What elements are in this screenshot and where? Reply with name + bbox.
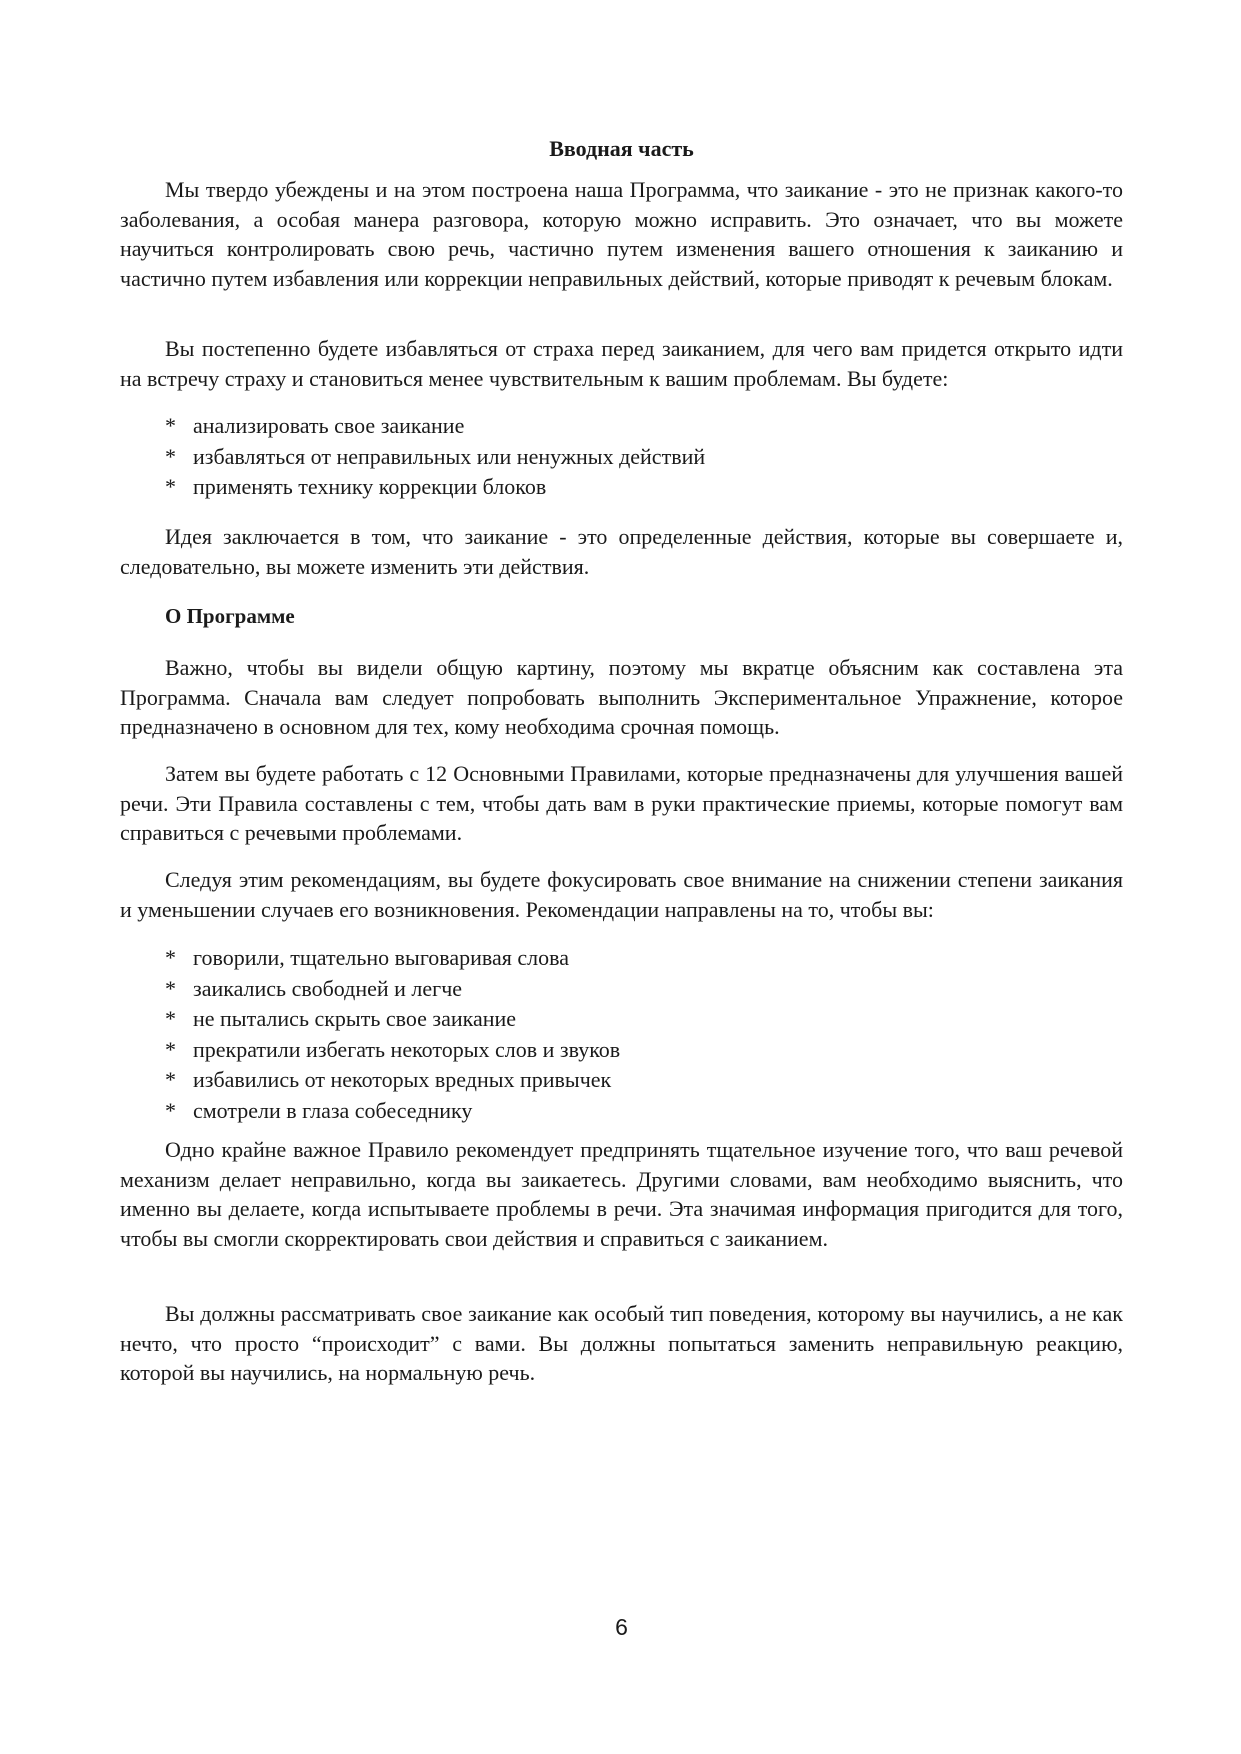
asterisk-bullet: *	[165, 945, 176, 970]
page-number: 6	[615, 1614, 628, 1640]
list-item	[165, 1065, 620, 1096]
list-item-text: заикались свободней и легче	[193, 975, 463, 1001]
recommendations-list	[165, 943, 620, 1126]
list-item-text: прекратили избегать некоторых слов и звуков	[193, 1036, 621, 1062]
asterisk-bullet: *	[165, 1067, 176, 1092]
recommendations-paragraph: Следуя этим рекомендациям, вы будете фокусировать свое внимание на снижении степени заикания и уменьшении случаев его возникновения. Рекомендации направлены на то, чтобы вы:	[120, 867, 1123, 922]
list-item	[165, 943, 620, 974]
asterisk-bullet: *	[165, 975, 176, 1001]
idea-paragraph: Идея заключается в том, что заикание - это определенные действия, которые вы совершаете и, следовательно, вы можете изменить эти действия.	[120, 524, 1123, 579]
overview-paragraph: Важно, чтобы вы видели общую картину, поэтому мы вкратце объясним как составлена эта Программа. Сначала вам следует попробовать выполнить Экспериментальное Упражнение, которое предназначено в основном для тех, кому необходима срочная помощь.	[120, 655, 1123, 739]
list-item	[165, 1096, 620, 1127]
page-title: Вводная часть	[549, 136, 694, 161]
list-item-text: анализировать свое заикание	[193, 413, 465, 438]
intro-paragraph: Мы твердо убеждены и на этом построена наша Программа, что заикание - это не признак какого-то заболевания, а особая манера разговора, которую можно исправить. Это означает, что вы можете научиться контролировать свою речь, частично путем изменения вашего отношения к заиканию и частично путем избавления или коррекции неправильных действий, которые приводят к речевым блокам.	[120, 177, 1123, 291]
fear-paragraph: Вы постепенно будете избавляться от страха перед заиканием, для чего вам придется открыто идти на встречу страху и становиться менее чувствительным к вашим проблемам. Вы будете:	[120, 336, 1123, 391]
rules-paragraph: Затем вы будете работать с 12 Основными Правилами, которые предназначены для улучшения вашей речи. Эти Правила составлены с тем, чтобы дать вам в руки практические приемы, которые помогут вам справиться с речевыми проблемами.	[120, 761, 1123, 845]
list-item	[165, 974, 620, 1005]
asterisk-bullet: *	[165, 1036, 176, 1062]
document-page	[120, 0, 1123, 1754]
list-item	[165, 411, 705, 442]
asterisk-bullet: *	[165, 1097, 176, 1123]
list-item	[165, 472, 705, 503]
section-subheading: О Программе	[165, 604, 295, 628]
list-item	[165, 1004, 620, 1035]
list-item	[165, 442, 705, 473]
list-item-text: не пытались скрыть свое заикание	[193, 1006, 517, 1031]
list-item-text: смотрели в глаза собеседнику	[193, 1097, 473, 1123]
important-rule-paragraph: Одно крайне важное Правило рекомендует предпринять тщательное изучение того, что ваш речевой механизм делает неправильно, когда вы заикаетесь. Другими словами, вам необходимо выяснить, что именно вы делаете, когда испытываете проблемы в речи. Эта значимая информация пригодится для того, чтобы вы смогли скорректировать свои действия и справиться с заиканием.	[120, 1137, 1123, 1251]
asterisk-bullet: *	[165, 443, 176, 469]
asterisk-bullet: *	[165, 1006, 176, 1031]
list-item-text: избавились от некоторых вредных привычек	[193, 1067, 612, 1092]
list-item-text: говорили, тщательно выговаривая слова	[193, 945, 570, 970]
behavior-paragraph: Вы должны рассматривать свое заикание как особый тип поведения, которому вы научились, а не как нечто, что просто “происходит” с вами. Вы должны попытаться заменить неправильную реакцию, которой вы научились, на нормальную речь.	[120, 1301, 1123, 1385]
asterisk-bullet: *	[165, 413, 176, 438]
list-item-text: избавляться от неправильных или ненужных действий	[193, 443, 706, 469]
asterisk-bullet: *	[165, 474, 176, 499]
list-item-text: применять технику коррекции блоков	[193, 474, 547, 499]
actions-list	[165, 411, 705, 503]
list-item	[165, 1035, 620, 1066]
